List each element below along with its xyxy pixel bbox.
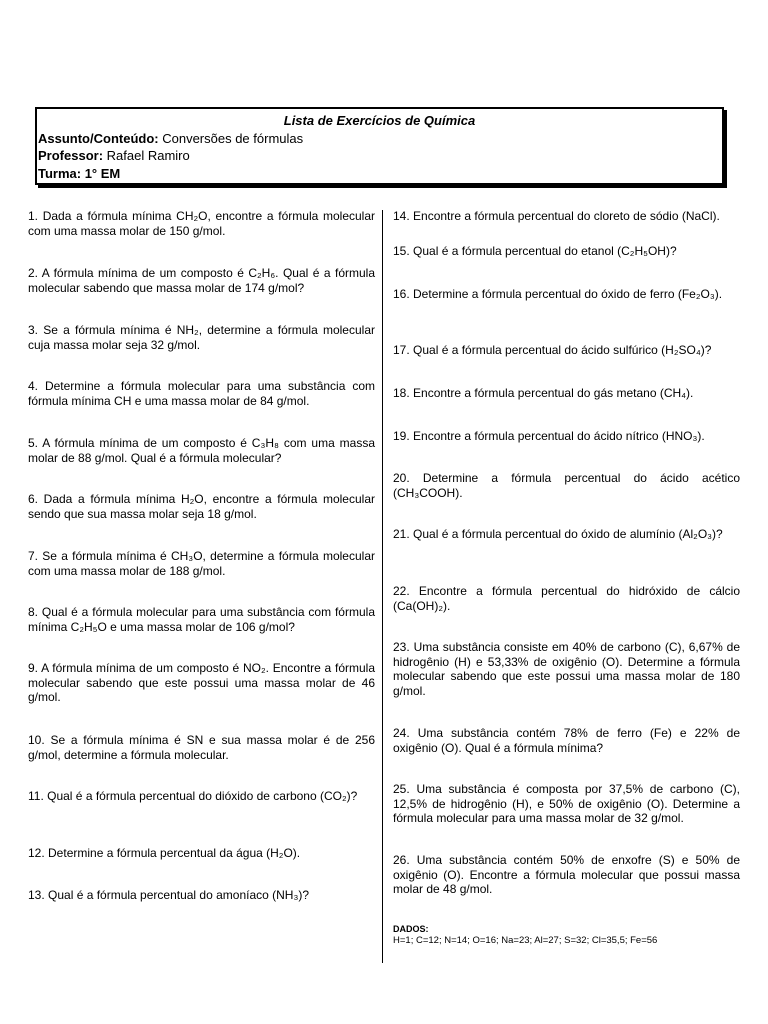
question-21: 21. Qual é a fórmula percentual do óxido de alumínio (Al₂O₃)? xyxy=(393,527,723,541)
question-6: 6. Dada a fórmula mínima H₂O, encontre a fórmula molecular sendo que sua massa molar seja 18 g/mol. xyxy=(28,492,375,521)
question-22: 22. Encontre a fórmula percentual do hidróxido de cálcio (Ca(OH)₂). xyxy=(393,584,740,613)
question-13: 13. Qual é a fórmula percentual do amoníaco (NH₃)? xyxy=(28,888,310,902)
question-19: 19. Encontre a fórmula percentual do ácido nítrico (HNO₃). xyxy=(393,429,705,443)
question-17: 17. Qual é a fórmula percentual do ácido sulfúrico (H₂SO₄)? xyxy=(393,343,712,357)
question-12: 12. Determine a fórmula percentual da água (H₂O). xyxy=(28,846,301,860)
atomic-masses: H=1; C=12; N=14; O=16; Na=23; Al=27; S=32; Cl=35,5; Fe=56 xyxy=(393,935,658,946)
question-5: 5. A fórmula mínima de um composto é C₃H₈ com uma massa molar de 88 g/mol. Qual é a fórmula molecular? xyxy=(28,436,375,465)
teacher-label: Professor: xyxy=(38,148,104,163)
document-title: Lista de Exercícios de Química xyxy=(283,113,476,128)
question-25: 25. Uma substância é composta por 37,5% de carbono (C), 12,5% de hidrogênio (H), e 50% de oxigênio (O). Determine a fórmula molecular para uma massa molar de 32 g/mol. xyxy=(393,782,740,825)
data-section xyxy=(393,923,657,947)
subject-value: Conversões de fórmulas xyxy=(162,130,304,146)
question-20: 20. Determine a fórmula percentual do ácido acético (CH₃COOH). xyxy=(393,471,740,500)
question-2: 2. A fórmula mínima de um composto é C₂H₆. Qual é a fórmula molecular sabendo que massa molar de 174 g/mol? xyxy=(28,266,375,295)
question-8: 8. Qual é a fórmula molecular para uma substância com fórmula mínima C₂H₅O e uma massa molar de 106 g/mol? xyxy=(28,605,375,634)
question-11: 11. Qual é a fórmula percentual do dióxido de carbono (CO₂)? xyxy=(28,789,358,803)
question-1: 1. Dada a fórmula mínima CH₂O, encontre a fórmula molecular com uma massa molar de 150 g/mol. xyxy=(28,209,375,238)
question-9: 9. A fórmula mínima de um composto é NO₂. Encontre a fórmula molecular sabendo que este possui uma massa molar de 46 g/mol. xyxy=(28,661,375,704)
question-16: 16. Determine a fórmula percentual do óxido de ferro (Fe₂O₃). xyxy=(393,287,723,301)
question-7: 7. Se a fórmula mínima é CH₃O, determine a fórmula molecular com uma massa molar de 188 g/mol. xyxy=(28,549,375,578)
question-15: 15. Qual é a fórmula percentual do etanol (C₂H₅OH)? xyxy=(393,244,677,258)
class-label: Turma: 1° EM xyxy=(38,165,121,181)
question-14: 14. Encontre a fórmula percentual do cloreto de sódio (NaCl). xyxy=(393,209,720,223)
data-label: DADOS: xyxy=(393,924,429,934)
question-24: 24. Uma substância contém 78% de ferro (Fe) e 22% de oxigênio (O). Qual é a fórmula mínima? xyxy=(393,726,740,755)
question-26: 26. Uma substância contém 50% de enxofre (S) e 50% de oxigênio (O). Encontre a fórmula molecular que possui massa molar de 48 g/mol. xyxy=(393,853,740,896)
question-23: 23. Uma substância consiste em 40% de carbono (C), 6,67% de hidrogênio (H) e 53,33% de oxigênio (O). Determine a fórmula molecular sabendo que este possui uma massa molar de 180 g/mol. xyxy=(393,640,740,698)
teacher-value: Rafael Ramiro xyxy=(106,148,190,163)
question-10: 10. Se a fórmula mínima é SN e sua massa molar é de 256 g/mol, determine a fórmula molecular. xyxy=(28,733,375,762)
question-3: 3. Se a fórmula mínima é NH₂, determine a fórmula molecular cuja massa molar seja 32 g/mol. xyxy=(28,323,375,352)
question-18: 18. Encontre a fórmula percentual do gás metano (CH₄). xyxy=(393,386,694,400)
subject-label: Assunto/Conteúdo: xyxy=(38,130,159,146)
question-4: 4. Determine a fórmula molecular para uma substância com fórmula mínima CH e uma massa molar de 84 g/mol. xyxy=(28,379,375,408)
